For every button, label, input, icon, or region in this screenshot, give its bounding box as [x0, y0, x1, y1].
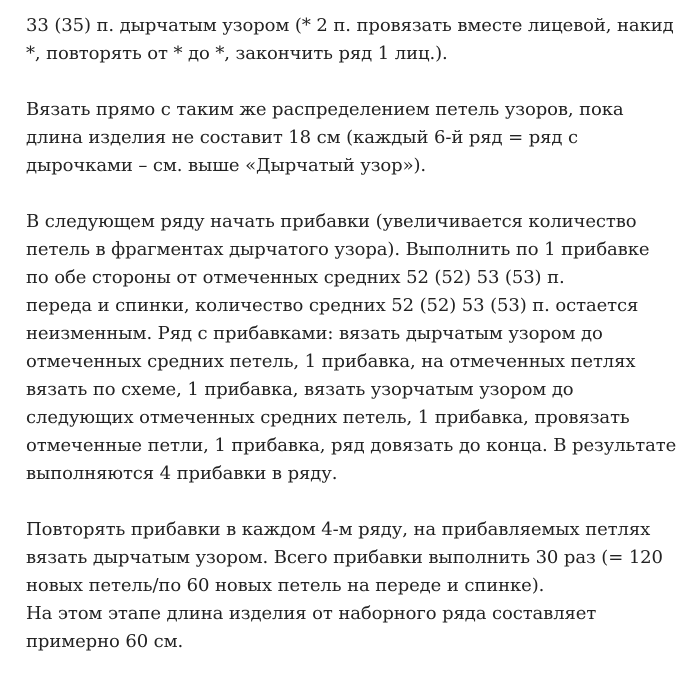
text-line: Вязать прямо с таким же распределением петель узоров, пока [26, 99, 624, 120]
paragraph-repeat-increases [26, 516, 676, 656]
paragraph-increases [26, 208, 676, 488]
paragraph-knit-straight [26, 96, 676, 180]
text-line: неизменным. Ряд с прибавками: вязать дырчатым узором до [26, 323, 603, 344]
text-line: Повторять прибавки в каждом 4-м ряду, на прибавляемых петлях [26, 519, 651, 540]
text-line: В следующем ряду начать прибавки (увеличивается количество [26, 211, 637, 232]
text-line: *, повторять от * до *, закончить ряд 1 лиц.). [26, 43, 448, 64]
text-line: отмеченные петли, 1 прибавка, ряд довязать до конца. В результате [26, 435, 677, 456]
text-line: вязать дырчатым узором. Всего прибавки выполнить 30 раз (= 120 [26, 547, 663, 568]
paragraph-stitch-pattern [26, 12, 676, 68]
text-line: переда и спинки, количество средних 52 (52) 53 (53) п. остается [26, 295, 639, 316]
text-line: 33 (35) п. дырчатым узором (* 2 п. провязать вместе лицевой, накид [26, 15, 674, 36]
text-line: вязать по схеме, 1 прибавка, вязать узорчатым узором до [26, 379, 574, 400]
text-line: следующих отмеченных средних петель, 1 прибавка, провязать [26, 407, 630, 428]
text-line: по обе стороны от отмеченных средних 52 (52) 53 (53) п. [26, 267, 565, 288]
text-line: длина изделия не составит 18 см (каждый 6-й ряд = ряд с [26, 127, 579, 148]
text-line: выполняются 4 прибавки в ряду. [26, 463, 338, 484]
text-line: петель в фрагментах дырчатого узора). Выполнить по 1 прибавке [26, 239, 650, 260]
text-line: отмеченных средних петель, 1 прибавка, на отмеченных петлях [26, 351, 636, 372]
document-page [26, 12, 676, 684]
text-line: новых петель/по 60 новых петель на переде и спинке). [26, 575, 545, 596]
text-line: дырочками – см. выше «Дырчатый узор»). [26, 155, 427, 176]
text-line: примерно 60 см. [26, 631, 184, 652]
text-line: На этом этапе длина изделия от наборного ряда составляет [26, 603, 597, 624]
